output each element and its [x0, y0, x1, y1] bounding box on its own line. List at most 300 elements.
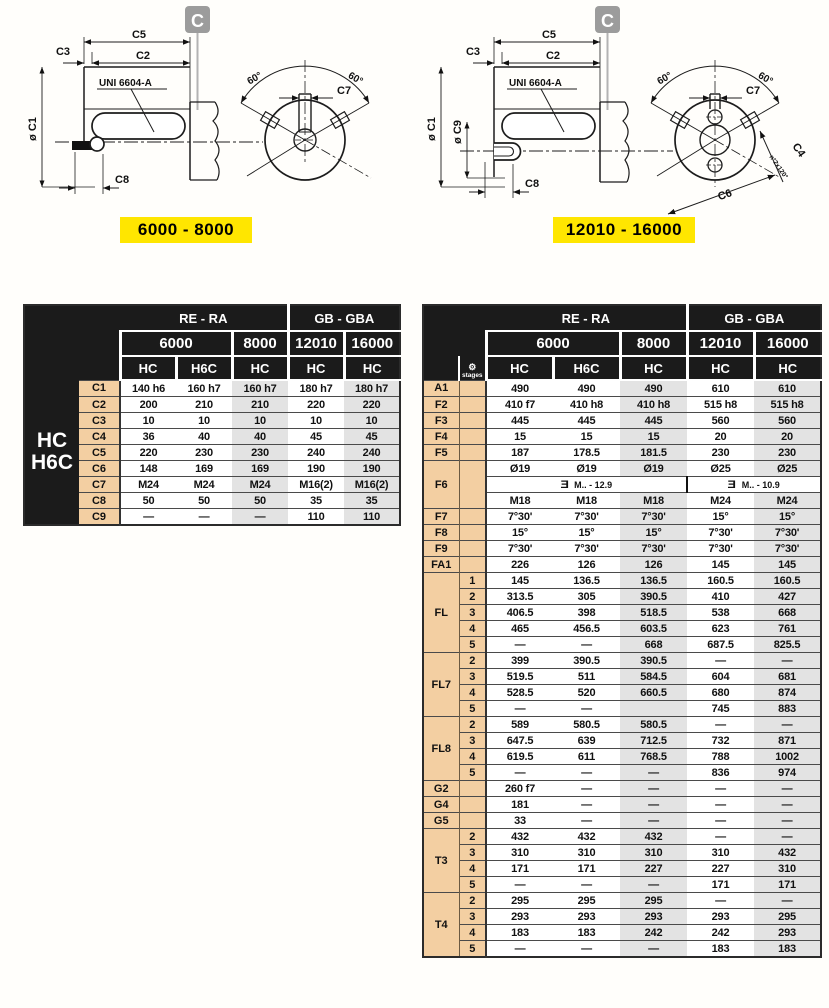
table-row	[423, 669, 821, 685]
table-row	[423, 429, 821, 445]
svg-text:n°2x120°: n°2x120°	[767, 153, 789, 181]
dimension-value-cell: 519.5	[486, 669, 553, 685]
dimension-value-cell: 183	[553, 925, 620, 941]
dimension-value-cell: 520	[553, 685, 620, 701]
dimension-value-cell: M16(2)	[288, 477, 344, 493]
dimension-value-cell: 687.5	[687, 637, 754, 653]
dimension-value-cell: 432	[620, 829, 687, 845]
variant-header: HC	[620, 356, 687, 380]
dimension-value-cell: 398	[553, 605, 620, 621]
stage-number-cell	[459, 781, 486, 797]
dimension-value-cell: 15°	[754, 509, 821, 525]
dimension-row-label: C4	[79, 429, 120, 445]
dimension-value-cell: 15	[620, 429, 687, 445]
variant-header: HC	[288, 356, 344, 380]
dimension-value-cell: —	[687, 893, 754, 909]
series-side-label	[24, 380, 79, 525]
table-row	[423, 765, 821, 781]
dimension-value-cell: —	[553, 797, 620, 813]
svg-text:ø C1: ø C1	[27, 117, 39, 141]
dimension-row-label: C8	[79, 493, 120, 509]
dimension-row-label: C3	[79, 413, 120, 429]
dimension-group-label: F7	[423, 509, 459, 525]
table-row	[24, 493, 400, 509]
svg-text:ø C9: ø C9	[452, 120, 464, 144]
table-row	[24, 429, 400, 445]
stage-number-cell	[459, 813, 486, 829]
size-header: 6000	[486, 331, 620, 356]
variant-header: HC	[232, 356, 288, 380]
stage-number-cell	[459, 541, 486, 557]
table-body	[24, 380, 400, 525]
dimension-value-cell: 220	[288, 397, 344, 413]
dimension-value-cell: 7°30'	[553, 509, 620, 525]
table-row	[423, 749, 821, 765]
dimension-value-cell: 10	[232, 413, 288, 429]
table-row	[423, 461, 821, 477]
stage-number-cell: 3	[459, 605, 486, 621]
dimension-value-cell: 589	[486, 717, 553, 733]
dimension-value-cell: Ø25	[754, 461, 821, 477]
dimension-value-cell: 761	[754, 621, 821, 637]
dimension-value-cell: 310	[620, 845, 687, 861]
dimension-value-cell: 171	[687, 877, 754, 893]
dimension-value-cell: 210	[176, 397, 232, 413]
gear-icon: ⚙	[468, 361, 477, 372]
range-label-12010-16000: 12010 - 16000	[553, 217, 695, 243]
svg-text:60°: 60°	[755, 70, 775, 88]
dimension-value-cell: 36	[120, 429, 176, 445]
table-row	[423, 380, 821, 397]
dimension-value-cell: 538	[687, 605, 754, 621]
stage-number-cell: 2	[459, 653, 486, 669]
dimension-value-cell: M16(2)	[344, 477, 400, 493]
table-row	[423, 685, 821, 701]
stage-number-cell: 4	[459, 621, 486, 637]
dimension-value-cell: 390.5	[620, 589, 687, 605]
dimension-value-cell: 180 h7	[288, 380, 344, 397]
svg-text:C7: C7	[746, 85, 761, 97]
header-corner	[24, 305, 120, 331]
dimension-value-cell: 732	[687, 733, 754, 749]
dimension-value-cell: 390.5	[620, 653, 687, 669]
dimension-value-cell: 220	[120, 445, 176, 461]
table-row	[423, 861, 821, 877]
dimension-group-label: F2	[423, 397, 459, 413]
dimension-value-cell: 20	[754, 429, 821, 445]
table-row	[423, 621, 821, 637]
dimension-value-cell: 110	[344, 509, 400, 526]
variant-header: HC	[754, 356, 821, 380]
dimension-value-cell: 160.5	[754, 573, 821, 589]
dimension-value-cell: —	[754, 653, 821, 669]
svg-text:UNI 6604-A: UNI 6604-A	[509, 78, 562, 89]
dimension-value-cell: 310	[553, 845, 620, 861]
dimension-value-cell: 745	[687, 701, 754, 717]
dimension-value-cell: —	[687, 797, 754, 813]
dimension-group-label: G5	[423, 813, 459, 829]
dimension-value-cell: 668	[754, 605, 821, 621]
dimension-value-cell: 110	[288, 509, 344, 526]
dimension-value-cell: 210	[232, 397, 288, 413]
dimension-value-cell: 788	[687, 749, 754, 765]
stage-number-cell: 5	[459, 941, 486, 958]
dimension-value-cell: 230	[687, 445, 754, 461]
dimension-value-cell: 310	[486, 845, 553, 861]
header-corner	[24, 356, 120, 380]
dimension-value-cell: 183	[687, 941, 754, 958]
dimension-value-cell: 242	[620, 925, 687, 941]
table-row	[423, 877, 821, 893]
svg-text:C7: C7	[337, 85, 352, 97]
dimension-value-cell: 390.5	[553, 653, 620, 669]
table-row	[423, 637, 821, 653]
dimension-value-cell: 511	[553, 669, 620, 685]
c-dimensions-table	[23, 304, 401, 526]
svg-text:ø C1: ø C1	[426, 117, 438, 141]
dimension-value-cell: 623	[687, 621, 754, 637]
dimension-value-cell: —	[553, 765, 620, 781]
dimension-value-cell: —	[687, 717, 754, 733]
dimension-row-label: C1	[79, 380, 120, 397]
size-header: 16000	[754, 331, 821, 356]
dimension-value-cell: M24	[687, 493, 754, 509]
dimension-value-cell: —	[754, 717, 821, 733]
dimension-value-cell: —	[486, 637, 553, 653]
dimension-value-cell: 260 f7	[486, 781, 553, 797]
dimension-row-label: C2	[79, 397, 120, 413]
dimension-value-cell: 712.5	[620, 733, 687, 749]
dimension-value-cell: 518.5	[620, 605, 687, 621]
dimension-value-cell: Ø19	[620, 461, 687, 477]
dimension-value-cell: 230	[232, 445, 288, 461]
dimension-value-cell: 410	[687, 589, 754, 605]
dimension-value-cell: —	[176, 509, 232, 526]
dimension-value-cell: 33	[486, 813, 553, 829]
stage-number-cell: 5	[459, 637, 486, 653]
dimension-value-cell: 668	[620, 637, 687, 653]
stage-number-cell	[459, 445, 486, 461]
dimension-value-cell: 145	[754, 557, 821, 573]
dimension-value-cell: 35	[288, 493, 344, 509]
dimension-value-cell: 399	[486, 653, 553, 669]
bolt-class-icon: Ǝ	[727, 478, 737, 491]
dimension-value-cell: M24	[120, 477, 176, 493]
dimension-value-cell: 171	[754, 877, 821, 893]
table-row	[24, 445, 400, 461]
dimension-value-cell: —	[553, 781, 620, 797]
dimension-group-label: FL8	[423, 717, 459, 781]
dimension-value-cell: 293	[754, 925, 821, 941]
svg-text:C4: C4	[789, 141, 808, 160]
dimension-value-cell: 490	[620, 380, 687, 397]
dimension-value-cell: 227	[687, 861, 754, 877]
size-header: 8000	[232, 331, 288, 356]
stage-number-cell	[459, 461, 486, 509]
dimension-value-cell: 145	[486, 573, 553, 589]
dimension-value-cell: 145	[687, 557, 754, 573]
variant-header: HC	[687, 356, 754, 380]
table-row	[423, 557, 821, 573]
dimension-value-cell: 35	[344, 493, 400, 509]
dimension-row-label: C5	[79, 445, 120, 461]
dimension-value-cell: 680	[687, 685, 754, 701]
table-row	[423, 653, 821, 669]
series-side-label-line: H6C	[30, 451, 73, 474]
stage-number-cell: 2	[459, 893, 486, 909]
svg-text:C5: C5	[541, 29, 557, 41]
shaft-side-view	[27, 29, 263, 194]
dimension-row-label: C9	[79, 509, 120, 526]
dimension-group-label: FL	[423, 573, 459, 653]
dimension-value-cell: —	[553, 813, 620, 829]
section-marker-c	[185, 6, 210, 110]
dimension-value-cell: 160 h7	[232, 380, 288, 397]
dimension-value-cell: 410 h8	[620, 397, 687, 413]
dimension-value-cell: —	[687, 829, 754, 845]
stage-number-cell: 5	[459, 877, 486, 893]
dimension-value-cell: 456.5	[553, 621, 620, 637]
svg-text:C: C	[601, 11, 614, 31]
dimension-value-cell: —	[687, 653, 754, 669]
table-header	[24, 305, 400, 380]
dimension-value-cell: 883	[754, 701, 821, 717]
table-row	[423, 925, 821, 941]
stage-number-cell: 2	[459, 589, 486, 605]
dimension-value-cell: 619.5	[486, 749, 553, 765]
dimension-value-cell: —	[754, 813, 821, 829]
dimension-value-cell: M18	[486, 493, 553, 509]
dimension-value-cell: —	[620, 797, 687, 813]
dimension-value-cell: 406.5	[486, 605, 553, 621]
stage-number-cell: 2	[459, 829, 486, 845]
variant-header: H6C	[553, 356, 620, 380]
dimension-value-cell: 610	[754, 380, 821, 397]
table-row	[24, 509, 400, 526]
dimension-value-cell: —	[553, 941, 620, 958]
dimension-value-cell: 490	[553, 380, 620, 397]
table-row	[423, 605, 821, 621]
header-corner	[423, 331, 486, 356]
stages-header-content	[462, 357, 483, 379]
dimension-value-cell: 295	[754, 909, 821, 925]
dimension-value-cell: M24	[232, 477, 288, 493]
series-group-header: RE - RA	[486, 305, 687, 331]
dimension-value-cell: 187	[486, 445, 553, 461]
dimension-value-cell: 148	[120, 461, 176, 477]
stage-number-cell	[459, 525, 486, 541]
table-header	[423, 305, 821, 380]
dimension-value-cell: 181	[486, 797, 553, 813]
dimension-value-cell: 410 h8	[553, 397, 620, 413]
dimension-value-cell: —	[620, 813, 687, 829]
table-row	[423, 573, 821, 589]
stage-number-cell: 4	[459, 685, 486, 701]
shaft-side-view	[426, 29, 673, 198]
dimension-value-cell: 160.5	[687, 573, 754, 589]
dimension-value-cell: 515 h8	[754, 397, 821, 413]
dimension-value-cell: 171	[486, 861, 553, 877]
dimension-value-cell: 160 h7	[176, 380, 232, 397]
dimension-value-cell: 169	[232, 461, 288, 477]
dimension-value-cell	[620, 701, 687, 717]
dimension-value-cell: 584.5	[620, 669, 687, 685]
dimension-value-cell: 183	[486, 925, 553, 941]
dimension-group-label: G4	[423, 797, 459, 813]
series-group-header: GB - GBA	[687, 305, 821, 331]
stage-number-cell: 3	[459, 909, 486, 925]
dimension-value-cell: 432	[486, 829, 553, 845]
dimension-value-cell: 836	[687, 765, 754, 781]
dimension-value-cell: 660.5	[620, 685, 687, 701]
variant-header: HC	[486, 356, 553, 380]
dimension-value-cell: —	[620, 781, 687, 797]
svg-text:C6: C6	[716, 187, 734, 204]
table-row	[423, 909, 821, 925]
dimension-value-cell: 310	[754, 861, 821, 877]
dimension-value-cell: —	[687, 781, 754, 797]
dimension-value-cell: 427	[754, 589, 821, 605]
svg-text:C3: C3	[465, 46, 481, 58]
dimension-value-cell: 7°30'	[754, 525, 821, 541]
dimension-value-cell: 7°30'	[687, 541, 754, 557]
dimension-value-cell: 50	[120, 493, 176, 509]
shaft-end-view	[651, 60, 808, 214]
stage-number-cell: 4	[459, 925, 486, 941]
dimension-group-label: A1	[423, 380, 459, 397]
bolt-class-cell	[687, 477, 821, 493]
dimension-value-cell: 15°	[486, 525, 553, 541]
svg-text:UNI 6604-A: UNI 6604-A	[99, 78, 152, 89]
dimension-value-cell: 768.5	[620, 749, 687, 765]
bolt-class-cell	[486, 477, 687, 493]
dimension-value-cell: 293	[553, 909, 620, 925]
dimension-value-cell: 200	[120, 397, 176, 413]
dimension-value-cell: 445	[486, 413, 553, 429]
dimension-value-cell: 528.5	[486, 685, 553, 701]
dimension-value-cell: 1002	[754, 749, 821, 765]
svg-text:C2: C2	[545, 50, 561, 62]
series-group-header: RE - RA	[120, 305, 288, 331]
dimension-value-cell: —	[620, 877, 687, 893]
stage-number-cell: 1	[459, 573, 486, 589]
dimension-value-cell: 560	[754, 413, 821, 429]
dimension-value-cell: 490	[486, 380, 553, 397]
svg-text:C2: C2	[135, 50, 151, 62]
dimension-value-cell: 10	[120, 413, 176, 429]
table-row	[423, 701, 821, 717]
dimension-value-cell: 293	[620, 909, 687, 925]
stage-number-cell	[459, 429, 486, 445]
dimension-group-label: F8	[423, 525, 459, 541]
size-header: 16000	[344, 331, 400, 356]
dimension-value-cell: 50	[176, 493, 232, 509]
dimension-value-cell: 227	[620, 861, 687, 877]
dimension-value-cell: 171	[553, 861, 620, 877]
stage-number-cell: 3	[459, 669, 486, 685]
dimension-group-label: F3	[423, 413, 459, 429]
dimension-value-cell: M18	[620, 493, 687, 509]
dimension-group-label: G2	[423, 781, 459, 797]
table-row	[423, 797, 821, 813]
dimension-value-cell: 136.5	[553, 573, 620, 589]
svg-text:C5: C5	[131, 29, 147, 41]
variant-header: H6C	[176, 356, 232, 380]
dimension-value-cell: 580.5	[553, 717, 620, 733]
dimension-value-cell: —	[486, 941, 553, 958]
svg-text:C8: C8	[525, 178, 540, 190]
svg-text:60°: 60°	[655, 70, 675, 88]
size-header: 8000	[620, 331, 687, 356]
svg-text:C8: C8	[115, 174, 130, 186]
dimension-value-cell: 230	[754, 445, 821, 461]
table-row	[423, 541, 821, 557]
dimension-value-cell: 432	[553, 829, 620, 845]
dimension-value-cell: —	[687, 813, 754, 829]
dimension-value-cell: 7°30'	[486, 541, 553, 557]
size-header: 6000	[120, 331, 232, 356]
dimension-group-label: FL7	[423, 653, 459, 717]
dimension-value-cell: 126	[620, 557, 687, 573]
stages-header	[459, 356, 486, 380]
table-row	[423, 413, 821, 429]
stage-number-cell	[459, 397, 486, 413]
dimension-value-cell: 20	[687, 429, 754, 445]
dimension-value-cell: 10	[288, 413, 344, 429]
dimension-value-cell: 295	[620, 893, 687, 909]
dimension-value-cell: 15	[486, 429, 553, 445]
dimension-value-cell: 178.5	[553, 445, 620, 461]
dimension-value-cell: 183	[754, 941, 821, 958]
dimension-group-label: FA1	[423, 557, 459, 573]
stage-number-cell: 5	[459, 701, 486, 717]
table-row	[24, 380, 400, 397]
table-row	[423, 589, 821, 605]
dimension-group-label: T3	[423, 829, 459, 893]
table-row	[423, 509, 821, 525]
dimension-value-cell: 603.5	[620, 621, 687, 637]
dimension-value-cell: 639	[553, 733, 620, 749]
table-row	[423, 813, 821, 829]
dimension-value-cell: 190	[344, 461, 400, 477]
dimension-value-cell: M24	[176, 477, 232, 493]
dimension-value-cell: 7°30'	[687, 525, 754, 541]
dimension-value-cell: 611	[553, 749, 620, 765]
dimension-value-cell: 7°30'	[620, 541, 687, 557]
stage-number-cell	[459, 557, 486, 573]
dimension-value-cell: 432	[754, 845, 821, 861]
bolt-class-icon: Ǝ	[560, 478, 569, 491]
dimension-value-cell: 974	[754, 765, 821, 781]
dimension-value-cell: 190	[288, 461, 344, 477]
dimension-value-cell: 293	[486, 909, 553, 925]
dimension-value-cell: 515 h8	[687, 397, 754, 413]
stage-number-cell: 4	[459, 861, 486, 877]
table-row	[423, 941, 821, 958]
dimension-value-cell: 410 f7	[486, 397, 553, 413]
dimension-value-cell: —	[754, 797, 821, 813]
stage-number-cell: 4	[459, 749, 486, 765]
dimension-value-cell: 180 h7	[344, 380, 400, 397]
dimension-value-cell: 242	[687, 925, 754, 941]
dimension-value-cell: —	[486, 877, 553, 893]
dimension-value-cell: 230	[176, 445, 232, 461]
stages-label: stages	[461, 371, 483, 379]
table-row	[423, 717, 821, 733]
dimension-value-cell: 45	[344, 429, 400, 445]
dimension-value-cell: 240	[288, 445, 344, 461]
svg-text:C: C	[191, 11, 204, 31]
